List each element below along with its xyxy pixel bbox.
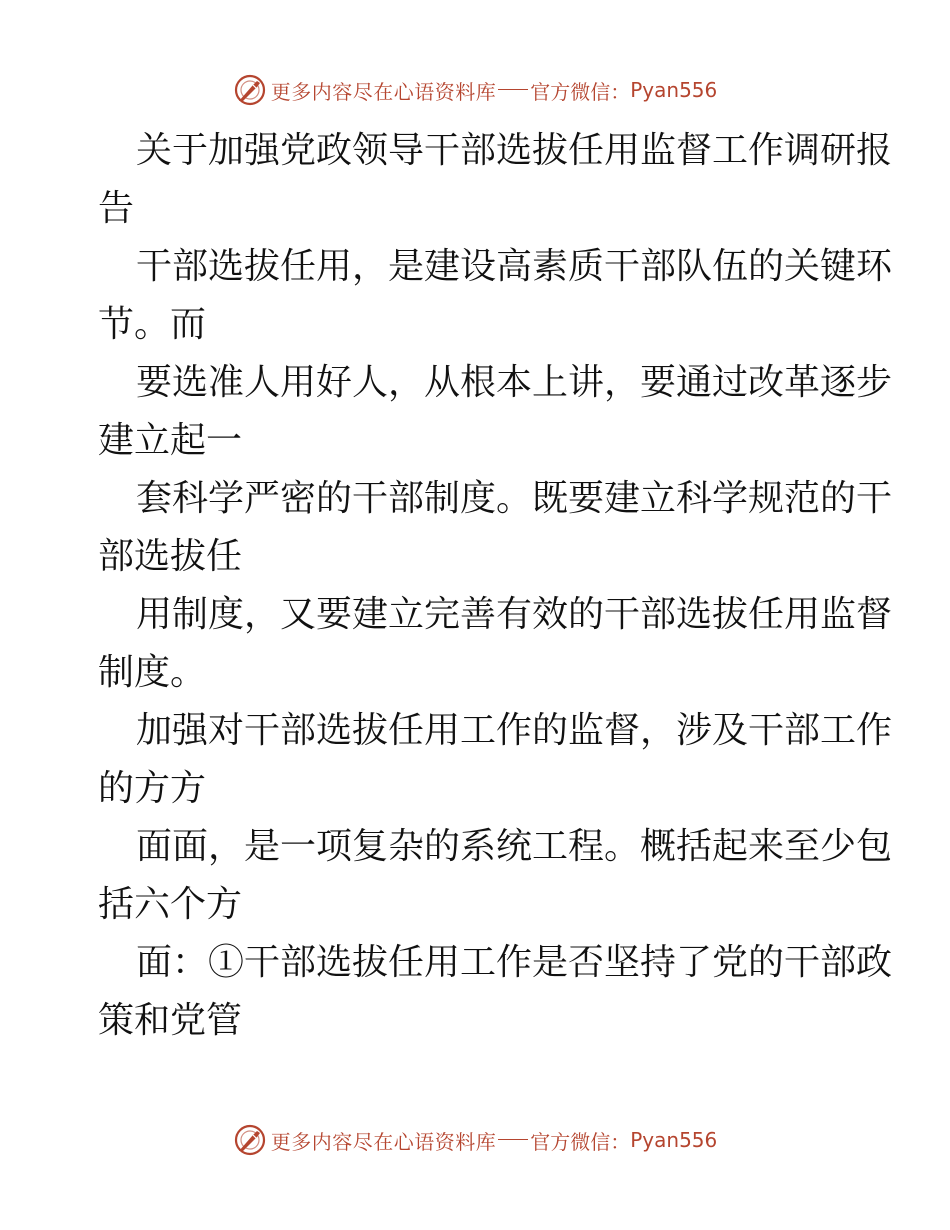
paragraph-line: 部选拔任 [98, 536, 243, 577]
paragraph-line: 括六个方 [98, 884, 243, 925]
pen-logo-icon [233, 73, 267, 107]
paragraph-line: 加强对干部选拔任用工作的监督，涉及干部工作 [136, 710, 893, 751]
paragraph-line: 面面，是一项复杂的系统工程。概括起来至少包 [136, 826, 893, 867]
watermark-wechat-id: Pyan556 [630, 1128, 718, 1152]
paragraph-line: 要选准人用好人，从根本上讲，要通过改革逐步 [136, 362, 893, 403]
paragraph-line: 建立起一 [98, 420, 243, 461]
watermark-brand: 更多内容尽在心语资料库 [270, 1129, 497, 1154]
paragraph-line: 面：①干部选拔任用工作是否坚持了党的干部政 [136, 942, 893, 983]
watermark-wechat-label: 官方微信： [530, 1129, 631, 1154]
title-line-1: 关于加强党政领导干部选拔任用监督工作调研报 [136, 130, 893, 171]
watermark-brand: 更多内容尽在心语资料库 [270, 79, 497, 104]
paragraph-line: 干部选拔任用，是建设高素质干部队伍的关键环 [136, 246, 893, 287]
watermark-dash [498, 1139, 528, 1140]
pen-logo-icon [233, 1123, 267, 1157]
watermark-dash [498, 89, 528, 90]
document-body [98, 122, 893, 1050]
watermark-wechat-id: Pyan556 [630, 78, 718, 102]
paragraph-line: 节。而 [98, 304, 207, 345]
paragraph-line: 套科学严密的干部制度。既要建立科学规范的干 [136, 478, 893, 519]
header-watermark [0, 72, 950, 108]
watermark-wechat-label: 官方微信： [530, 79, 631, 104]
footer-watermark [0, 1122, 950, 1158]
title-line-2: 告 [98, 188, 135, 229]
paragraph-line: 制度。 [98, 652, 207, 693]
paragraph-line: 用制度，又要建立完善有效的干部选拔任用监督 [136, 594, 893, 635]
paragraph-line: 的方方 [98, 768, 207, 809]
paragraph-line: 策和党管 [98, 1000, 243, 1041]
